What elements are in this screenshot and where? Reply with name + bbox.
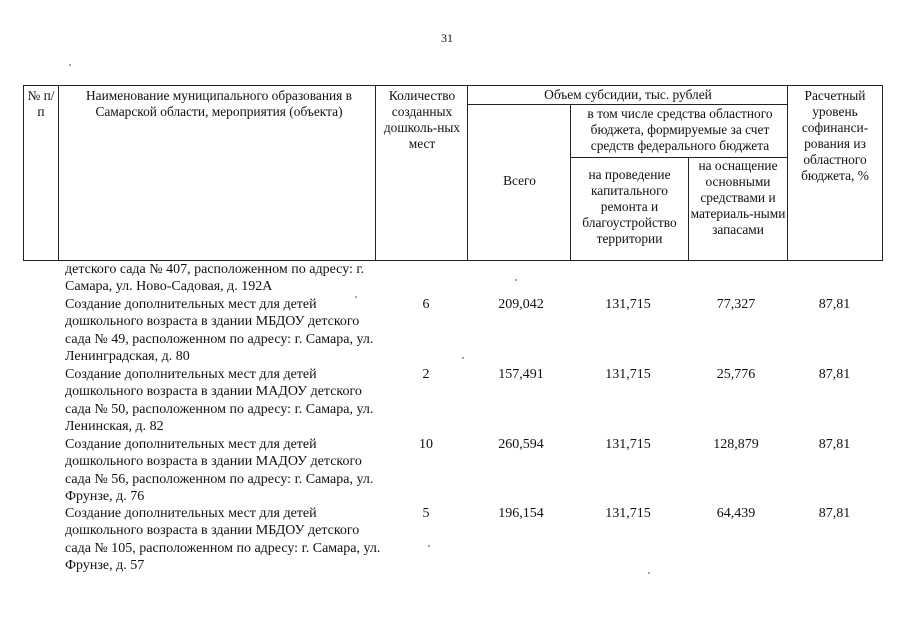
- border-left: [23, 85, 24, 261]
- row-level: 87,81: [818, 297, 851, 312]
- border-total-federal: [570, 104, 571, 261]
- row-equipment: 128,879: [713, 437, 759, 452]
- row-level: 87,81: [818, 437, 851, 452]
- border-num-name: [58, 85, 59, 261]
- border-right: [882, 85, 883, 261]
- header-num: № п/п: [27, 88, 55, 119]
- row-places: 2: [422, 367, 430, 382]
- continued-entry-text: детского сада № 407, расположенном по адресу: г. Самара, ул. Ново-Садовая, д. 192А: [65, 262, 365, 295]
- row-equipment: 25,776: [716, 367, 756, 382]
- row-name: Создание дополнительных мест для детей дошкольного возраста в здании МАДОУ детского сада № 50, расположенном по адресу: г. Самара, ул. Ленинская, д. 82: [65, 367, 374, 435]
- subsidy-divider: [467, 104, 787, 105]
- header-subsidy: Объем субсидии, тыс. рублей: [544, 87, 712, 102]
- row-name: Создание дополнительных мест для детей дошкольного возраста в здании МБДОУ детского сада № 105, расположенном по адресу: г. Самара, ул. Фрунзе, д. 57: [65, 506, 381, 574]
- row-level: 87,81: [818, 367, 851, 382]
- scan-speck: [462, 357, 464, 359]
- table-row: [0, 505, 905, 577]
- row-name: Создание дополнительных мест для детей дошкольного возраста в здании МАДОУ детского сада № 56, расположенном по адресу: г. Самара, ул. Фрунзе, д. 76: [65, 437, 374, 505]
- row-total: 209,042: [498, 297, 544, 312]
- table-row: [0, 436, 905, 508]
- table-row: [0, 366, 905, 438]
- page-number: 31: [441, 31, 453, 45]
- row-places: 6: [422, 297, 430, 312]
- border-repair-equipment: [688, 157, 689, 261]
- scan-speck: [355, 296, 357, 298]
- scan-speck: [648, 572, 650, 574]
- row-total: 196,154: [498, 506, 544, 521]
- row-repair: 131,715: [605, 297, 651, 312]
- row-places: 5: [422, 506, 430, 521]
- row-equipment: 64,439: [716, 506, 756, 521]
- header-top-border: [23, 85, 883, 86]
- row-repair: 131,715: [605, 367, 651, 382]
- border-subsidy-level: [787, 85, 788, 261]
- header-repair: на проведение капитального ремонта и благоустройство территории: [582, 167, 677, 246]
- header-level: Расчетный уровень софинанси-рования из областного бюджета, %: [801, 88, 869, 183]
- header-name: Наименование муниципального образования в Самарской области, мероприятия (объекта): [86, 88, 352, 119]
- row-name: Создание дополнительных мест для детей дошкольного возраста в здании МБДОУ детского сада № 49, расположенном по адресу: г. Самара, ул. Ленинградская, д. 80: [65, 297, 374, 365]
- scan-speck: [69, 64, 71, 66]
- scan-speck: [515, 279, 517, 281]
- row-total: 157,491: [498, 367, 544, 382]
- header-federal: в том числе средства областного бюджета, формируемые за счет средств федерального бюджета: [587, 106, 773, 153]
- row-level: 87,81: [818, 506, 851, 521]
- row-places: 10: [419, 437, 433, 452]
- header-places: Количество созданных дошколь-ных мест: [383, 88, 461, 151]
- scan-speck: [428, 545, 430, 547]
- border-name-places: [375, 85, 376, 261]
- row-repair: 131,715: [605, 506, 651, 521]
- row-repair: 131,715: [605, 437, 651, 452]
- border-places-subsidy: [467, 85, 468, 261]
- row-total: 260,594: [498, 437, 544, 452]
- header-equipment: на оснащение основными средствами и материаль-ными запасами: [690, 158, 786, 237]
- row-equipment: 77,327: [716, 297, 756, 312]
- table-row: [0, 296, 905, 368]
- header-total: Всего: [503, 173, 536, 188]
